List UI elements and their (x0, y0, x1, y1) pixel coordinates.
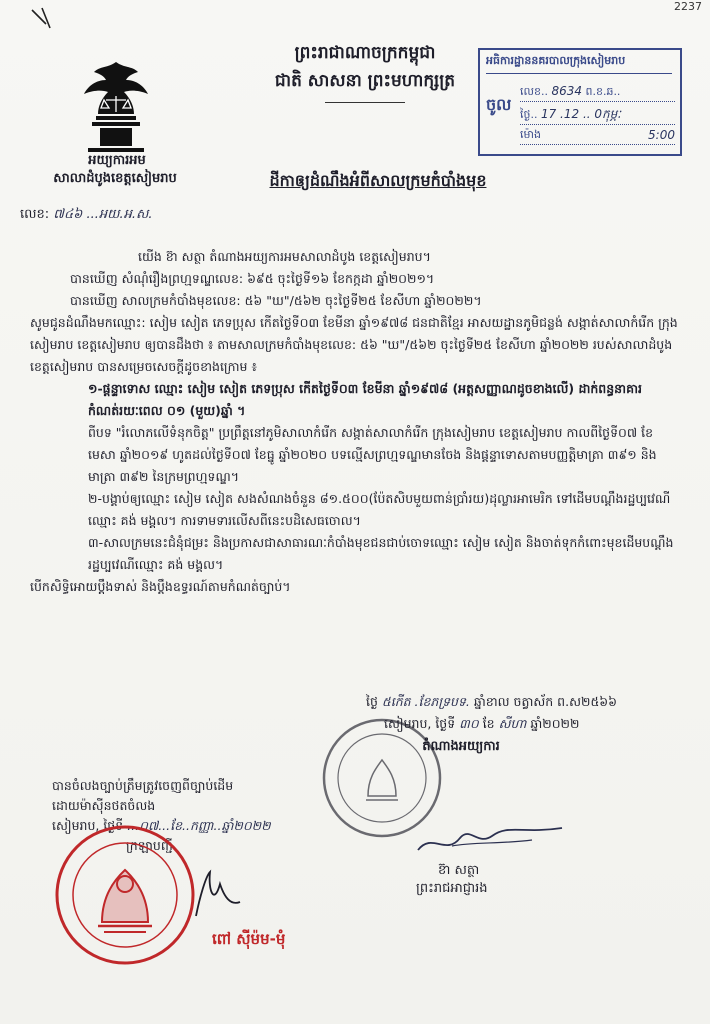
motto-divider (325, 102, 405, 103)
org-name-line2: សាលាដំបូងខេត្តសៀមរាប (53, 171, 177, 186)
solar-date-day: ៣០ (459, 716, 479, 731)
kingdom-heading: ព្រះរាជាណាចក្រកម្ពុជា (294, 43, 436, 63)
national-motto: ជាតិ សាសនា ព្រះមហាក្សត្រ (274, 71, 456, 91)
paragraph-sentence-3: ៣-សាលក្រមនេះជំនុំជម្រះ និងប្រកាសជាសាធារណៈកំបាំងមុខជនជាប់ចោទឈ្មោះ សៀម សៀត និងចាត់ទុកកំពោះមុខដើមបណ្តឹងរដ្ឋប្បវេណីឈ្មោះ គង់ មង្គល។ (88, 535, 674, 572)
reference-number (20, 206, 153, 225)
paragraph-sentence-1: ១-ផ្តន្ទាទោស ឈ្មោះ សៀម សៀត ភេទប្រុស កើតថ្ងៃទី០៣ ខែមីនា ឆ្នាំ១៩៧៨ (អត្តសញ្ញាណដូចខាងលើ) ដាក់ពន្ធនាគារកំណត់រយៈពេល ០១ (មួយ)ឆ្នាំ ។ (88, 381, 642, 418)
registration-row-time-label: ម៉ោង (520, 128, 541, 141)
solar-date-month-label: ខែ (482, 716, 495, 731)
copy-line2: ដោយម៉ាស៊ីនថតចំលង (52, 798, 156, 813)
registration-title: អធិការដ្ឋាននគរបាលក្រុងសៀមរាប (486, 54, 672, 74)
signatory-role: ព្រះរាជអាជ្ញារង (416, 881, 488, 896)
clerk-signature-icon (186, 866, 246, 926)
paragraph-case-file: បានឃើញ សំណុំរឿងព្រហ្មទណ្ឌលេខ: ៦៩៥ ចុះថ្ងៃទី១៦ ខែកក្កដា ឆ្នាំ២០២១។ (70, 271, 435, 286)
solar-date-place: សៀមរាប, ថ្ងៃទី (384, 716, 456, 731)
paragraph-appeal-rights: បើកសិទ្ធិអោយប្តឹងទាស់ និងប្តឹងឧទ្ធរណ៍តាមកំណត់ច្បាប់។ (30, 579, 291, 594)
lunar-date (366, 694, 617, 713)
signatory-name: ខ៊ា សត្ថា (438, 863, 480, 878)
copy-date-prefix: សៀមរាប, ថ្ងៃទី (52, 818, 124, 833)
reference-label: លេខ: (20, 207, 50, 222)
copy-line1: បានចំលងច្បាប់ត្រឹមត្រូវចេញពីច្បាប់ដើម (52, 778, 234, 793)
document-title: ដីកាឲ្យដំណឹងអំពីសាលក្រមកំបាំងមុខ (269, 171, 487, 190)
paragraph-prosecutor: យើង ខ៊ា សត្ថា តំណាងអយ្យការអមសាលាដំបូង ខេត្តសៀមរាប។ (138, 249, 431, 264)
registration-row-date-label: ថ្ងៃ.. (520, 108, 538, 121)
registration-row-date (520, 106, 675, 125)
lunar-date-prefix: ថ្ងៃ (366, 694, 378, 709)
registration-stamp (478, 48, 682, 156)
document-body (30, 246, 678, 598)
paragraph-sentence-2: ២-បង្គាប់ឲ្យឈ្មោះ សៀម សៀត សងសំណងចំនួន ៨១.៥០០(ប៉ែតសិបមួយពាន់ប្រាំរយ)ដុល្លារអាមេរិក ទៅដើមបណ្តឹងរដ្ឋប្បវេណីឈ្មោះ គង់ មង្គល។ ការទាមទារលើសពីនេះបដិសេធចោល។ (88, 491, 671, 528)
signatory-title: តំណាងអយ្យការ (422, 739, 500, 754)
solar-date (384, 716, 579, 735)
justice-emblem-icon (74, 58, 158, 154)
registration-row-number-value: 8634 (551, 84, 582, 98)
prosecutor-signature-icon (412, 816, 572, 864)
court-red-seal (50, 820, 200, 970)
paragraph-judgment-ref: បានឃើញ សាលក្រមកំបាំងមុខលេខ: ៥៦ "ឃ"/៥៦២ ចុះថ្ងៃទី២៥ ខែសីហា ឆ្នាំ២០២២។ (70, 293, 482, 308)
registration-row-number-suffix: ព.ខ.ឆ.. (585, 85, 621, 98)
copy-date-value: ...០៧...ខែ..កញ្ញា..ឆ្នាំ២០២២ (127, 818, 271, 833)
lunar-date-day: ៥កើត .ខែភទ្របទ. (381, 694, 470, 709)
registration-row-date-value: 17 .12 .. 0កុម្ភៈ (540, 107, 621, 121)
org-name-line1: អយ្យការអម (88, 153, 146, 168)
solar-date-year: ឆ្នាំ២០២២ (530, 716, 580, 731)
registration-row-time-value: 5:00 (648, 128, 675, 142)
corner-number: 2237 (674, 0, 702, 13)
paragraph-offense: ពីបទ "រំលោភលើទំនុកចិត្ត" ប្រព្រឹត្តនៅភូមិសាលាកំរើក សង្កាត់សាលាកំរើក ក្រុងសៀមរាប ខេត្តសៀមរាប កាលពីថ្ងៃទី០៧ ខែមេសា ឆ្នាំ២០១៩ ហូតដល់ថ្ងៃទី០៧ ខែធ្នូ ឆ្នាំ២០២០ បទល្មើសព្រហ្មទណ្ឌមានចែង និងផ្តន្ទាទោសតាមបញ្ញត្តិមាត្រា ៣៩១ និងមាត្រា ៣៩២ នៃក្រមព្រហ្មទណ្ឌ។ (88, 425, 657, 484)
copy-clerk-title: ក្រឡាបញ្ជី (126, 838, 173, 853)
registration-row-number (520, 84, 675, 102)
lunar-date-year: ឆ្នាំខាល ចត្វាស័ក ព.ស២៥៦៦ (473, 694, 618, 709)
registration-row-time (520, 128, 675, 145)
reference-value: ៧៤៦ ...អយ.អ.ស. (53, 207, 153, 222)
registration-side-label: ចូល (486, 95, 512, 114)
clerk-name: ពៅ ស៊ីម៉ម-មុំ (212, 930, 286, 948)
registration-row-number-label: លេខ.. (520, 85, 548, 98)
paragraph-notice: សូមជូនដំណឹងមកឈ្មោះ: សៀម សៀត ភេទប្រុស កើតថ្ងៃទី០៣ ខែមីនា ឆ្នាំ១៩៧៨ ជនជាតិខ្មែរ អាសយដ្ឋានភូមិជន្លង់ សង្កាត់សាលាកំរើក ក្រុងសៀមរាប ខេត្តសៀមរាប ឲ្យបានដឹងថា ៖ តាមសាលក្រមកំបាំងមុខលេខ: ៥៦ "ឃ"/៥៦២ ចុះថ្ងៃទី២៥ ខែសីហា ឆ្នាំ២០២២ របស់សាលាដំបូងខេត្តសៀមរាប បានសម្រេចសេចក្តីដូចខាងក្រោម ៖ (30, 315, 678, 374)
pen-mark-icon (30, 6, 68, 30)
solar-date-month: សីហា (498, 716, 527, 731)
